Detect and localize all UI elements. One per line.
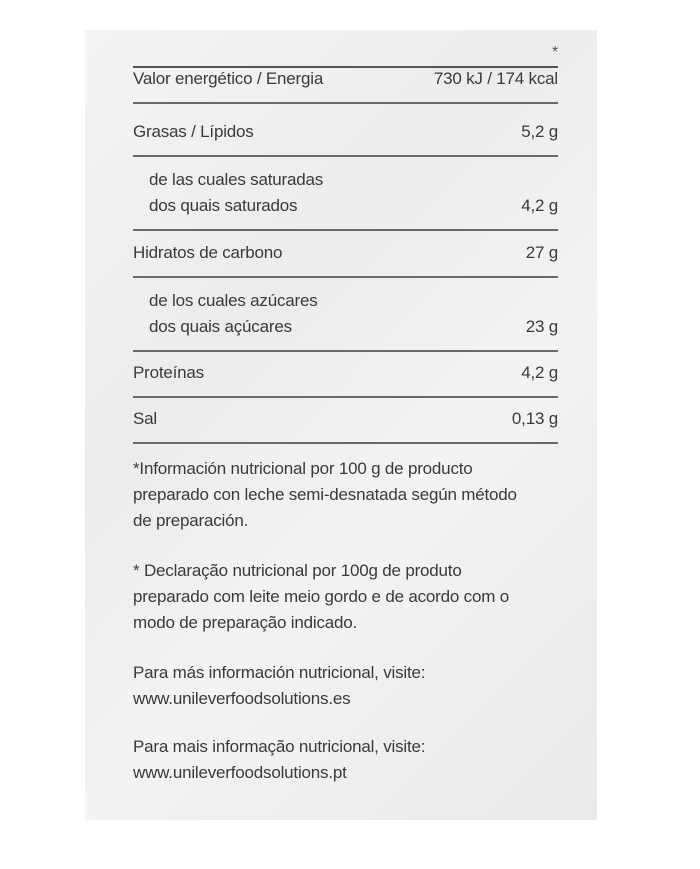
column-header-asterisk: * [551, 44, 558, 61]
row-protein-value: 4,2 g [521, 363, 558, 382]
row-energy-value: 730 kJ / 174 kcal [433, 69, 558, 88]
row-salt-value: 0,13 g [511, 409, 558, 428]
row-fat [133, 104, 558, 157]
info-es-text: Para más información nutricional, visite: [133, 663, 426, 682]
note-pt-line: * Declaração nutricional por 100g de produto [133, 561, 462, 580]
row-saturated-name [149, 167, 323, 219]
note-pt-line: preparado com leite meio gordo e de acordo com o [133, 587, 509, 606]
row-energy [133, 68, 558, 104]
row-sugars-name [149, 288, 318, 340]
row-saturated-name-pt: dos quais saturados [149, 196, 298, 215]
row-sugars-value: 23 g [525, 317, 558, 336]
row-fat-value: 5,2 g [521, 122, 558, 141]
row-fat-name: Grasas / Lípidos [133, 122, 254, 141]
info-es-url: www.unileverfoodsolutions.es [133, 689, 351, 708]
note-es-line: *Información nutricional por 100 g de producto [133, 459, 473, 478]
info-es [133, 660, 558, 712]
row-carbohydrates [133, 231, 558, 278]
row-salt-name: Sal [133, 409, 157, 428]
row-carbohydrates-name: Hidratos de carbono [133, 243, 283, 262]
info-pt-text: Para mais informação nutricional, visite: [133, 737, 426, 756]
note-es [133, 456, 558, 534]
note-es-line: de preparación. [133, 511, 249, 530]
row-saturated [133, 157, 558, 231]
note-pt-line: modo de preparação indicado. [133, 613, 358, 632]
row-sugars [133, 278, 558, 352]
row-energy-name: Valor energético / Energia [133, 69, 324, 88]
row-sugars-name-pt: dos quais açúcares [149, 317, 292, 336]
info-pt-url: www.unileverfoodsolutions.pt [133, 763, 347, 782]
row-carbohydrates-value: 27 g [525, 243, 558, 262]
info-pt [133, 734, 558, 786]
row-sugars-name-es: de los cuales azúcares [149, 291, 318, 310]
row-salt [133, 398, 558, 444]
row-protein-name: Proteínas [133, 363, 204, 382]
row-protein [133, 352, 558, 398]
row-saturated-value: 4,2 g [521, 196, 558, 215]
note-pt [133, 558, 558, 636]
note-es-line: preparado con leche semi-desnatada según método [133, 485, 517, 504]
row-saturated-name-es: de las cuales saturadas [149, 170, 324, 189]
